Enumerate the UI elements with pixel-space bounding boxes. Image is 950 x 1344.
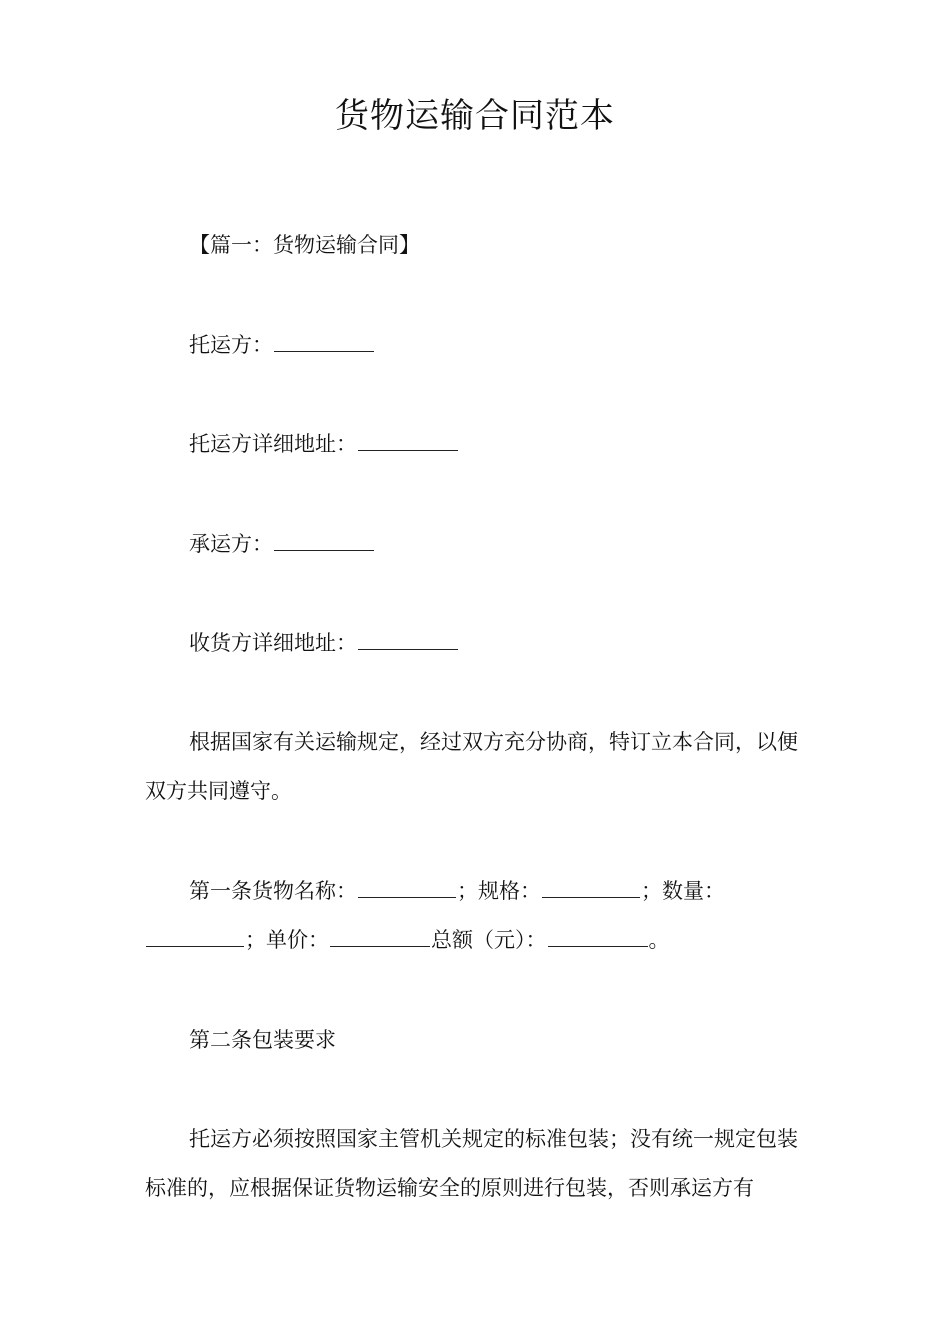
intro-paragraph [145, 718, 815, 816]
quantity-blank [146, 924, 244, 947]
unit-price-label: 单价： [266, 928, 329, 952]
section-heading-text: 【篇一：货物运输合同】 [189, 233, 420, 257]
shipper-address-label: 托运方详细地址： [189, 432, 357, 456]
shipper-blank [274, 329, 374, 352]
separator: ； [245, 928, 266, 952]
article-1-end: 。 [648, 928, 670, 952]
article-2-heading [145, 1016, 815, 1065]
shipper-field [145, 321, 815, 370]
carrier-label: 承运方： [189, 532, 273, 556]
page-title: 货物运输合同范本 [335, 96, 615, 136]
quantity-label: ；数量： [641, 879, 725, 903]
article-2-text: 托运方必须按照国家主管机关规定的标准包装；没有统一规定包装标准的，应根据保证货物运输安全的原则进行包装，否则承运方有 [145, 1127, 798, 1200]
intro-text: 根据国家有关运输规定，经过双方充分协商，特订立本合同，以便双方共同遵守。 [145, 730, 798, 803]
spec-blank [542, 875, 640, 898]
total-label: 总额（元）： [431, 928, 547, 952]
shipper-label: 托运方： [189, 333, 273, 357]
consignee-address-field [145, 619, 815, 668]
consignee-address-blank [358, 627, 458, 650]
carrier-field [145, 520, 815, 569]
spec-label: ；规格： [457, 879, 541, 903]
shipper-address-blank [358, 428, 458, 451]
carrier-blank [274, 528, 374, 551]
article-2-paragraph [145, 1115, 815, 1213]
goods-name-label: 第一条货物名称： [189, 879, 357, 903]
unit-price-blank [330, 924, 430, 947]
article-2-heading-text: 第二条包装要求 [189, 1028, 336, 1052]
article-1 [145, 867, 815, 965]
shipper-address-field [145, 420, 815, 469]
section-heading [145, 221, 815, 270]
total-blank [548, 924, 648, 947]
consignee-address-label: 收货方详细地址： [189, 631, 357, 655]
goods-name-blank [358, 875, 456, 898]
